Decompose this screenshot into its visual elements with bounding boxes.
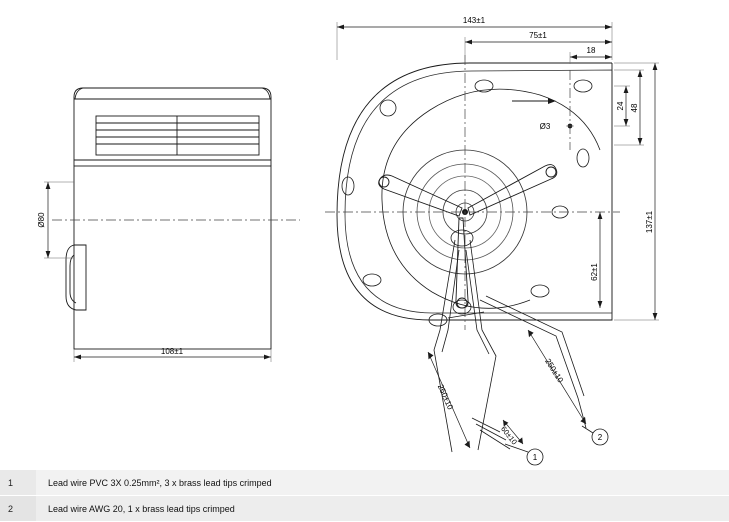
balloon-2-label: 2 xyxy=(597,433,603,442)
legend-table xyxy=(0,470,729,522)
volute-body xyxy=(345,70,612,313)
dimension-label-48: 48 xyxy=(630,103,639,113)
dimension-label-137: 137±1 xyxy=(645,210,654,234)
dimension-label-108: 108±1 xyxy=(160,347,184,356)
front-view-frame xyxy=(337,63,612,320)
dimension-label-24: 24 xyxy=(616,101,625,111)
legend-index-2: 2 xyxy=(0,496,36,521)
balloon-1-label: 1 xyxy=(532,453,538,462)
dimension-label-cable-250-left: 250±10 xyxy=(435,382,455,411)
side-view xyxy=(66,88,271,349)
dimension-dia3 xyxy=(566,124,574,129)
dimension-label-dia80: Ø80 xyxy=(37,212,46,228)
dimension-62 xyxy=(598,212,603,308)
legend-index-1: 1 xyxy=(0,470,36,495)
front-view-centerlines xyxy=(325,55,620,330)
dimension-label-62: 62±1 xyxy=(590,263,599,281)
legend-row-2 xyxy=(0,496,729,522)
dimension-label-dia3: Ø3 xyxy=(539,122,551,131)
legend-description-1: Lead wire PVC 3X 0.25mm², 3 x brass lead tips crimped xyxy=(36,470,729,495)
balloon-2 xyxy=(582,426,608,445)
dimension-label-cable-250-right: 250±10 xyxy=(543,356,565,385)
dimension-label-75: 75±1 xyxy=(529,31,547,40)
dimension-label-18: 18 xyxy=(586,46,596,55)
dimension-label-143: 143±1 xyxy=(462,16,486,25)
dimension-label-cable-60: 60±10 xyxy=(499,424,519,447)
dimension-143 xyxy=(337,22,612,60)
legend-row-1 xyxy=(0,470,729,496)
motor-support-spider xyxy=(379,165,557,308)
airflow-direction-arrow xyxy=(512,98,556,104)
legend-description-2: Lead wire AWG 20, 1 x brass lead tips crimped xyxy=(36,496,729,521)
balloon-1 xyxy=(505,444,543,465)
